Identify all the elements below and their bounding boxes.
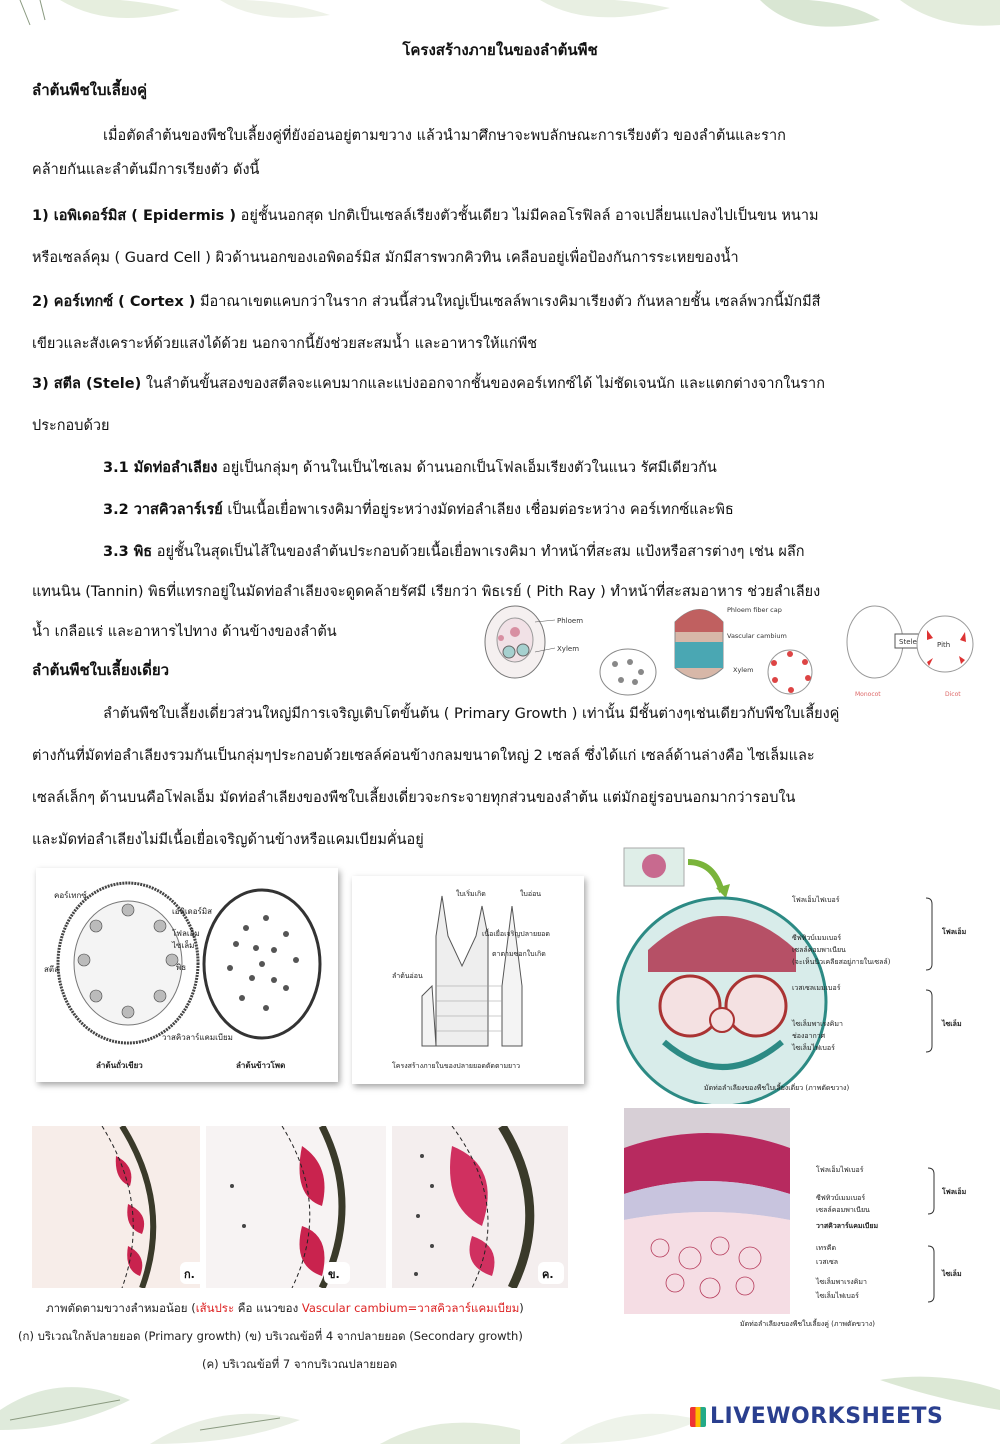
panel-label-a: ก. <box>184 1268 195 1281</box>
panel-label-b: ข. <box>328 1268 340 1281</box>
epidermis-text: อยู่ชั้นนอกสุด ปกติเป็นเซลล์เรียงตัวชั้นเดียว ไม่มีคลอโรฟิลล์ อาจเปลี่ยนแปลงไปเป็นขน หนาม <box>236 208 819 224</box>
vascular-bundle-line <box>103 456 717 479</box>
label-monocot: Monocot <box>855 691 881 698</box>
label-m-vessel: เวสเซลเมมเบอร์ <box>792 984 841 992</box>
label-d-tracheid: เทรคีด <box>816 1244 836 1252</box>
label-m-companion: เซลล์คอมพาเนียน <box>792 946 846 954</box>
micrograph-caption-line1 <box>46 1300 524 1318</box>
label-xylem: Xylem <box>557 645 580 653</box>
label-pith: Pith <box>937 641 951 649</box>
monocot-line2: ต่างกันที่มัดท่อลำเลียงรวมกันเป็นกลุ่มๆประกอบด้วยเซลล์ค่อนข้างกลมขนาดใหญ่ 2 เซลล์ ซึ่งได้แก่ เซลล์ด้านล่างคือ ไซเล็มและ <box>32 748 815 764</box>
stem-diagram-strip <box>475 602 985 698</box>
label-phloem-th: โฟลเอ็ม <box>172 929 200 938</box>
micrograph-strip <box>32 1126 568 1288</box>
micrograph-caption-line3: (ค) บริเวณข้อที่ 7 จากบริเวณปลายยอด <box>202 1357 398 1371</box>
caption-mungbean-stem: ลำต้นถั่วเขียว <box>96 1061 143 1070</box>
pith-line3: น้ำ เกลือแร่ และอาหารไปทาง ด้านข้างของลำต้น <box>32 624 337 640</box>
label-m-xylem-parenchyma: ไซเล็มพาเรงคิมา <box>792 1020 843 1028</box>
label-d-phloem-fiber: โฟลเอ็มไฟเบอร์ <box>816 1166 864 1174</box>
cortex-text: มีอาณาเขตแคบกว่าในราก ส่วนนี้ส่วนใหญ่เป็นเซลล์พาเรงคิมาเรียงตัว กันหลายชั้น เซลล์พวกนี้มักมีสี <box>195 294 821 310</box>
caption-corn-stem: ลำต้นข้าวโพด <box>236 1061 286 1070</box>
pith-term: 3.3 พิธ <box>103 544 153 560</box>
monocot-heading: ลำต้นพืชใบเลี้ยงเดี่ยว <box>32 661 170 679</box>
caption-shoot-apex: โครงสร้างภายในของปลายยอดตัดตามยาว <box>392 1062 521 1070</box>
liveworksheets-logo <box>690 1404 943 1429</box>
label-vascular-cambium: Vascular cambium <box>727 632 787 640</box>
caption-part: คือ แนวของ <box>234 1301 302 1315</box>
label-m-group-phloem: โฟลเอ็ม <box>942 928 967 936</box>
label-d-group-xylem: ไซเล็ม <box>942 1270 962 1278</box>
caption-dicot-bundle: มัดท่อลำเลียงของพืชใบเลี้ยงคู่ (ภาพตัดขวาง) <box>740 1320 875 1328</box>
label-stele: Stele <box>899 638 917 646</box>
label-meristem: เนื้อเยื่อเจริญปลายยอด <box>482 930 550 938</box>
monocot-line3: เซลล์เล็กๆ ด้านบนคือโฟลเอ็ม มัดท่อลำเลียงของพืชใบเลี้ยงเดี่ยวจะกระจายทุกส่วนของลำต้น แต่มักอยู่รอบนอกมากว่ารอบใน <box>32 790 796 806</box>
pith-text: อยู่ชั้นในสุดเป็นไส้ในของลำต้นประกอบด้วยเนื้อเยื่อพาเรงคิมา ทำหน้าที่สะสม แป้งหรือสารต่างๆ เช่น ผลึก <box>152 544 805 560</box>
vascular-bundle-text: อยู่เป็นกลุ่มๆ ด้านในเป็นไซเลม ด้านนอกเป็นโฟลเอ็มเรียงตัวในแนว รัศมีเดียวกัน <box>217 460 717 476</box>
caption-vascular-cambium: Vascular cambium=วาสคิวลาร์แคมเบียม <box>301 1301 520 1315</box>
stem-cross-section-figure <box>36 868 338 1082</box>
label-bud: ตาตามซอกใบเกิด <box>492 950 546 958</box>
dicot-intro-line1: เมื่อตัดลำต้นของพืชใบเลี้ยงคู่ที่ยังอ่อนอยู่ตามขวาง แล้วนำมาศึกษาจะพบลักษณะการเรียงตัว ของลำต้นและราก <box>103 128 786 144</box>
label-d-vascular-cambium: วาสคิวลาร์แคมเบียม <box>816 1222 879 1230</box>
stele-term: 3) สตีล (Stele) <box>32 376 142 392</box>
panel-label-c: ค. <box>542 1268 554 1281</box>
label-epidermis: เอพิเดอร์มิส <box>172 907 212 916</box>
caption-part: ภาพตัดตามขวางลำหมอน้อย ( <box>46 1301 196 1315</box>
label-dicot: Dicot <box>945 691 961 698</box>
epidermis-term: 1) เอพิเดอร์มิส ( Epidermis ) <box>32 208 236 224</box>
label-d-vessel: เวสเซล <box>816 1258 839 1266</box>
label-xylem-th: ไซเล็ม <box>172 941 195 950</box>
vascular-ray-line <box>103 498 734 521</box>
label-m-sieve-tube: ซีฟทิวบ์เมมเบอร์ <box>792 934 842 942</box>
label-m-nucleus-note: (จะเห็นนิวเคลียสอยู่ภายในเซลล์) <box>792 958 891 966</box>
label-pith-th: พิธ <box>176 963 187 972</box>
label-young-leaf: ใบเริ่มเกิด <box>456 890 486 898</box>
label-young-stem: ลำต้นอ่อน <box>392 972 423 980</box>
label-d-companion: เซลล์คอมพาเนียน <box>816 1206 870 1214</box>
monocot-bundle-figure <box>604 842 984 1104</box>
label-m-xylem-fiber: ไซเล็มไฟเบอร์ <box>792 1044 835 1052</box>
epidermis-line2: หรือเซลล์คุม ( Guard Cell ) ผิวด้านนอกของเอพิดอร์มิส มักมีสารพวกคิวทิน เคลือบอยู่เพื่อป้องกันการระเหยของน้ำ <box>32 250 739 266</box>
vascular-ray-term: 3.2 วาสคิวลาร์เรย์ <box>103 502 223 518</box>
label-vascular-cambium-th: วาสคิวลาร์แคมเบียม <box>162 1033 233 1042</box>
dicot-intro-line2: คล้ายกันและลำต้นมีการเรียงตัว ดังนี้ <box>32 162 260 178</box>
label-xylem-2: Xylem <box>733 666 754 674</box>
label-cortex: คอร์เทกซ์ <box>54 891 87 900</box>
shoot-apex-figure <box>352 876 584 1084</box>
cortex-line2: เขียวและสังเคราะห์ด้วยแสงได้ด้วย นอกจากนี้ยังช่วยสะสมน้ำ และอาหารให้แก่พืช <box>32 336 538 352</box>
vascular-ray-text: เป็นเนื้อเยื่อพาเรงคิมาที่อยู่ระหว่างมัดท่อลำเลียง เชื่อมต่อระหว่าง คอร์เทกซ์และพิธ <box>222 502 734 518</box>
vascular-bundle-sketch <box>675 610 723 680</box>
dicot-heading: ลำต้นพืชใบเลี้ยงคู่ <box>32 81 147 99</box>
leaf-decoration-top <box>0 0 1000 40</box>
stele-line2: ประกอบด้วย <box>32 418 110 434</box>
epidermis-line1 <box>32 204 819 227</box>
label-phloem: Phloem <box>557 617 584 625</box>
pith-line1 <box>103 540 805 563</box>
caption-monocot-bundle: มัดท่อลำเลียงของพืชใบเลี้ยงเดี่ยว (ภาพตัดขวาง) <box>704 1084 850 1092</box>
micrograph-caption-line2: (ก) บริเวณใกล้ปลายยอด (Primary growth) (ข) บริเวณข้อที่ 4 จากปลายยอด (Secondary growth) <box>18 1329 523 1343</box>
stele-line1 <box>32 372 825 395</box>
logo-icon <box>690 1407 706 1427</box>
stele-text: ในลำต้นขั้นสองของสตีลจะแคบมากและแบ่งออกจากชั้นของคอร์เทกซ์ได้ ไม่ชัดเจนนัก และแตกต่างจากในราก <box>141 376 825 392</box>
label-d-xylem-fiber: ไซเล็มไฟเบอร์ <box>816 1292 859 1300</box>
label-m-air-space: ช่องอากาศ <box>792 1032 826 1040</box>
cortex-term: 2) คอร์เทกซ์ ( Cortex ) <box>32 294 196 310</box>
label-d-group-phloem: โฟลเอ็ม <box>942 1188 967 1196</box>
logo-text: LIVEWORKSHEETS <box>710 1404 944 1429</box>
cortex-line1 <box>32 290 821 313</box>
label-m-group-xylem: ไซเล็ม <box>942 1020 962 1028</box>
monocot-line1: ลำต้นพืชใบเลี้ยงเดี่ยวส่วนใหญ่มีการเจริญเติบโตขั้นต้น ( Primary Growth ) เท่านั้น มีชั้นต่างๆเช่นเดียวกับพืชใบเลี้ยงคู่ <box>103 706 840 722</box>
vascular-bundle-term: 3.1 มัดท่อลำเลียง <box>103 460 218 476</box>
label-phloem-fiber-cap: Phloem fiber cap <box>727 606 782 614</box>
dicot-bundle-figure <box>620 1108 984 1330</box>
caption-part: ) <box>519 1301 524 1315</box>
label-m-phloem-fiber: โฟลเอ็มไฟเบอร์ <box>792 896 840 904</box>
root-cross-section <box>485 606 545 678</box>
caption-dashed-line: เส้นประ <box>195 1301 235 1315</box>
label-d-xylem-parenchyma: ไซเล็มพาเรงคิมา <box>816 1278 867 1286</box>
label-leaf: ใบอ่อน <box>520 890 542 898</box>
label-stele-th: สตีล <box>44 965 59 974</box>
label-d-sieve-tube: ซีฟทิวบ์เมมเบอร์ <box>816 1194 866 1202</box>
monocot-line4: และมัดท่อลำเลียงไม่มีเนื้อเยื่อเจริญด้านข้างหรือแคมเบียมคั่นอยู่ <box>32 832 424 848</box>
pith-line2: แทนนิน (Tannin) พิธที่แทรกอยู่ในมัดท่อลำเลียงจะดูดคล้ายรัศมี เรียกว่า พิธเรย์ ( Pith Ray ) ทำหน้าที่สะสมอาหาร ช่วยลำเลียง <box>32 584 821 600</box>
page-title: โครงสร้างภายในของลำต้นพืช <box>402 41 598 59</box>
